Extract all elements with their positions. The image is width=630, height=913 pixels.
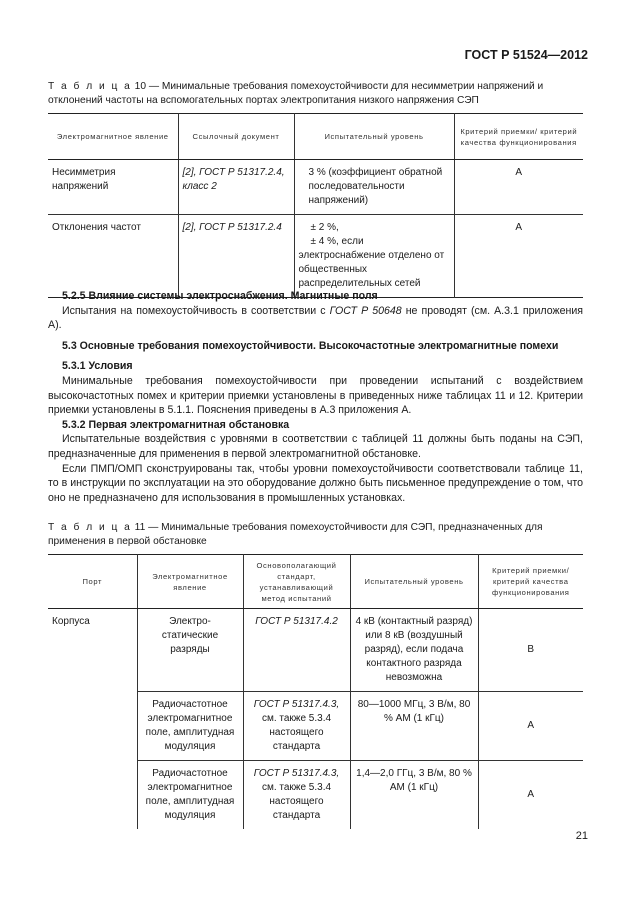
table11-header-level: Испытательный уровень [350, 555, 478, 609]
table10-header-reference: Ссылочный документ [178, 114, 294, 160]
section-5-2-5-text: Испытания на помехоустойчивость в соответствии с ГОСТ Р 50648 не проводят (см. А.3.1 приложения А). [48, 304, 583, 332]
table10-header-level: Испытательный уровень [294, 114, 454, 160]
section-5-3-2-text-1: Испытательные воздействия с уровнями в соответствии с таблицей 11 должны быть поданы на СЭП, предназначенные для применения в первой электромагнитной обстановке. [48, 433, 583, 460]
table10-header-phenomenon: Электромагнитное явление [48, 114, 178, 160]
table11-cell-port: Корпуса [48, 609, 137, 830]
table11-cell-criterion: А [478, 692, 583, 761]
table10-cell-phenomenon: Отклонения частот [48, 215, 178, 298]
table-row [48, 160, 583, 215]
table10-cell-phenomenon: Несимметрия напряжений [48, 160, 178, 215]
table11-cell-phenomenon: Радиочастотное электромагнитное поле, амплитудная модуляция [137, 692, 243, 761]
table10-cell-criterion: А [454, 215, 583, 298]
table11-cell-level: 80—1000 МГц, 3 В/м, 80 % АМ (1 кГц) [350, 692, 478, 761]
section-5-3-1-title: 5.3.1 Условия [62, 360, 133, 373]
table10-caption: Т а б л и ц а 10 — Минимальные требования помехоустойчивости для несимметрии напряжений и отклонений частоты на вспомогательных портах электропитания низкого напряжения СЭП [48, 81, 544, 106]
table11-header-criterion: Критерий приемки/ критерий качества функционирования [478, 555, 583, 609]
table-row [48, 215, 583, 298]
table10-cell-criterion: А [454, 160, 583, 215]
table11-cell-level: 4 кВ (контактный разряд) или 8 кВ (воздушный разряд), если подача контактного разряда невозможна [350, 609, 478, 692]
section-5-3-2-title: 5.3.2 Первая электромагнитная обстановка [62, 418, 290, 431]
table10-cell-reference: [2], ГОСТ Р 51317.2.4, класс 2 [178, 160, 294, 215]
table11-cell-level: 1,4—2,0 ГГц, 3 В/м, 80 % АМ (1 кГц) [350, 761, 478, 830]
table10-cell-level: 3 % (коэффициент обратной последовательности напряжений) [294, 160, 454, 215]
table11-header-port: Порт [48, 555, 137, 609]
section-5-2-5-title: 5.2.5 Влияние системы электроснабжения. Магнитные поля [62, 290, 378, 302]
table10-cell-reference: [2], ГОСТ Р 51317.2.4 [178, 215, 294, 298]
table11-cell-phenomenon: Радиочастотное электромагнитное поле, амплитудная модуляция [137, 761, 243, 830]
table11-caption: Т а б л и ц а 11 — Минимальные требования помехоустойчивости для СЭП, предназначенных для применения в первой обстановке [48, 522, 543, 547]
section-5-3-1-text: Минимальные требования помехоустойчивости при проведении испытаний с воздействием высокочастотных помех и критерии приемки установлены в приведенных ниже таблицах 11 и 12. Критерии приемки установлены в 5.1.1. Пояснения приведены в А.3 приложения А. [48, 374, 583, 417]
body-sections [48, 289, 583, 505]
document-id: ГОСТ Р 51524—2012 [464, 48, 588, 62]
table11-header-phenomenon: Электромагнитное явление [137, 555, 243, 609]
table11-cell-standard: ГОСТ Р 51317.4.3, см. также 5.3.4 настоящего стандарта [243, 692, 350, 761]
section-5-3-title: 5.3 Основные требования помехоустойчивости. Высокочастотные электромагнитные помехи [62, 339, 559, 352]
section-5-3-2-text-2: Если ПМП/ОМП сконструированы так, чтобы уровни помехоустойчивости соответствовали таблице 11, то в инструкции по эксплуатации на это оборудование должно быть письменное предупреждение о том, что оно не предназначено для использования в промышленных установках. [48, 462, 583, 504]
table11-cell-criterion: В [478, 609, 583, 692]
table10-cell-level: ± 2 %, ± 4 %, если электроснабжение отделено от общественных распределительных сетей [294, 215, 454, 298]
page-number: 21 [575, 830, 588, 842]
table11-cell-standard: ГОСТ Р 51317.4.3, см. также 5.3.4 настоящего стандарта [243, 761, 350, 830]
table10-header-criterion: Критерий приемки/ критерий качества функционирования [454, 114, 583, 160]
table11-cell-standard: ГОСТ Р 51317.4.2 [243, 609, 350, 692]
table11-cell-criterion: А [478, 761, 583, 830]
table11-cell-phenomenon: Электро-статические разряды [137, 609, 243, 692]
table11-header-standard: Основополагающий стандарт, устанавливающий метод испытаний [243, 555, 350, 609]
table-11 [48, 554, 583, 829]
table-row [48, 609, 583, 692]
table-10 [48, 113, 583, 298]
